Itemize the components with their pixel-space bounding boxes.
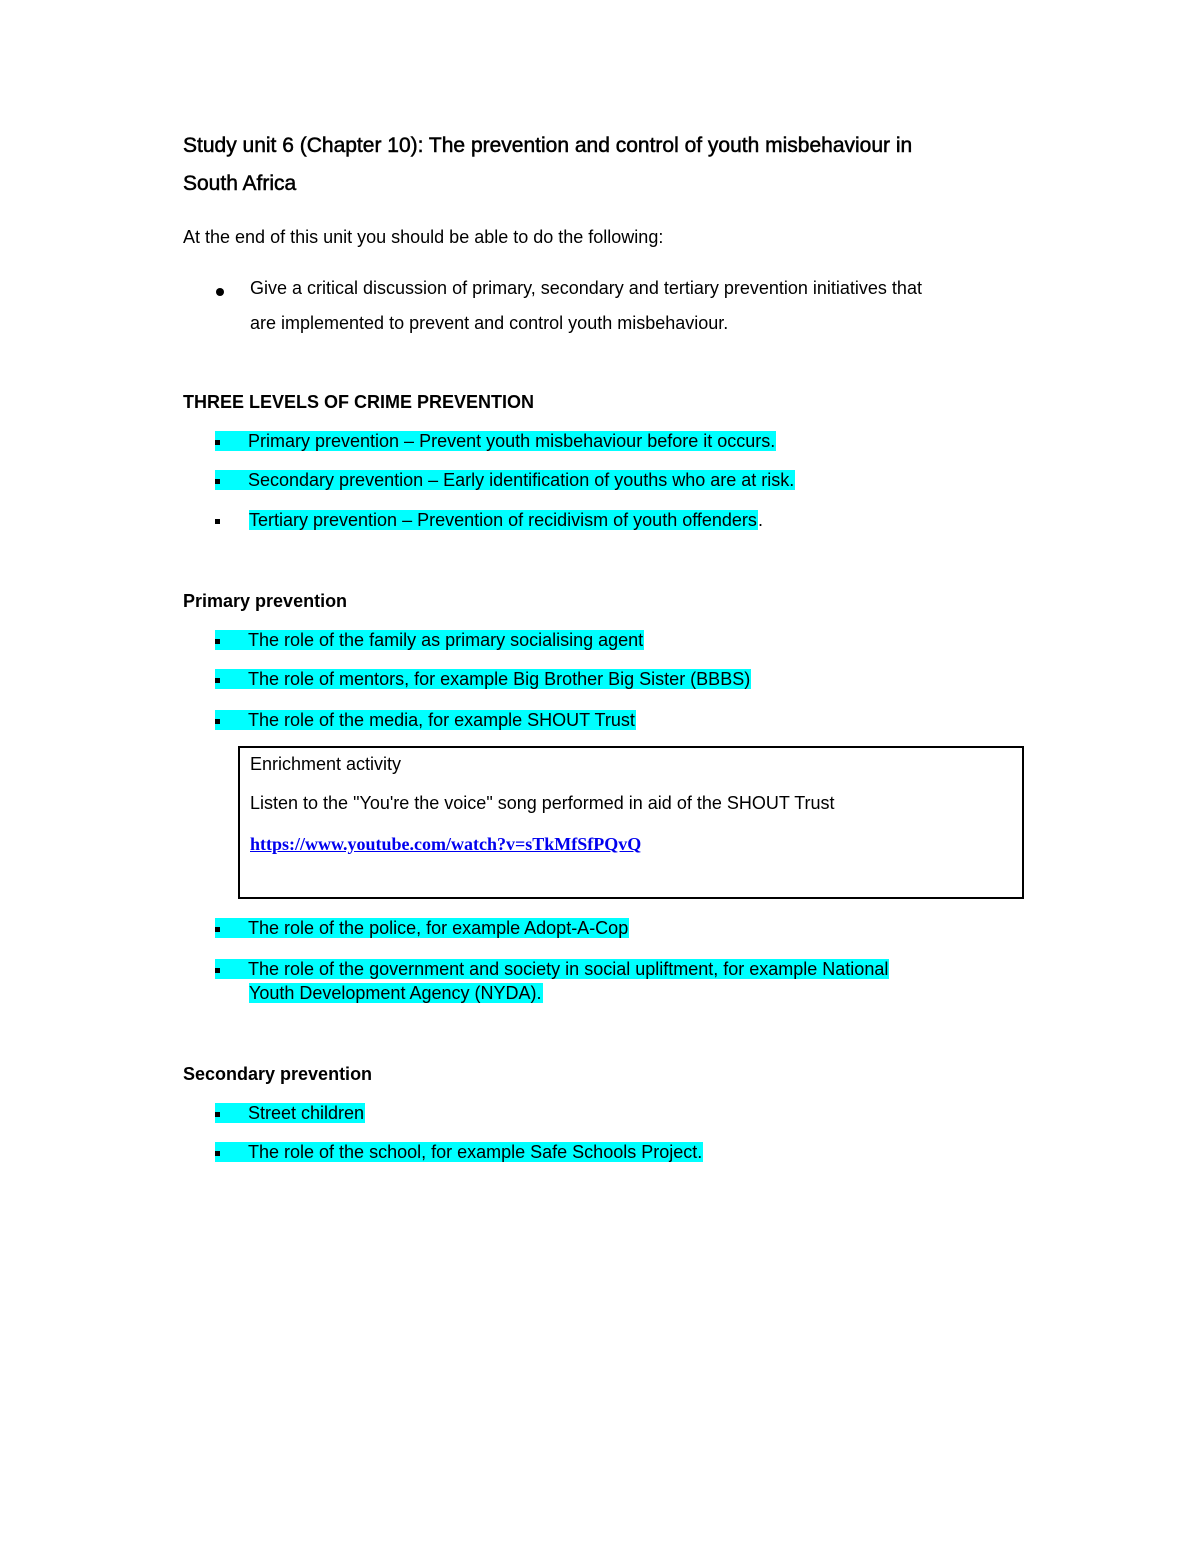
enrichment-text: Listen to the "You're the voice" song performed in aid of the SHOUT Trust bbox=[250, 793, 835, 813]
primary-prevention-heading: Primary prevention bbox=[183, 591, 348, 611]
square-bullet-icon bbox=[215, 1112, 220, 1117]
list-item-text: Street children bbox=[248, 1103, 365, 1123]
list-item-text: Primary prevention – Prevent youth misbehaviour before it occurs. bbox=[248, 431, 776, 451]
list-item-text: The role of the government and society in social upliftment, for example National bbox=[248, 959, 889, 979]
list-item-text: The role of the media, for example SHOUT Trust bbox=[248, 710, 635, 730]
square-bullet-icon bbox=[215, 719, 220, 724]
objective-line-2: are implemented to prevent and control youth misbehaviour. bbox=[250, 313, 729, 333]
objective-line-1: Give a critical discussion of primary, secondary and tertiary prevention initiatives that bbox=[250, 278, 922, 298]
youtube-link[interactable]: https://www.youtube.com/watch?v=sTkMfSfPQvQ bbox=[250, 834, 642, 854]
list-item bbox=[215, 628, 644, 652]
enrichment-activity-box bbox=[238, 746, 1024, 899]
list-item-text: Tertiary prevention – Prevention of recidivism of youth offenders bbox=[249, 510, 757, 530]
enrichment-title: Enrichment activity bbox=[250, 754, 402, 774]
list-item-text: The role of the school, for example Safe Schools Project. bbox=[248, 1142, 703, 1162]
intro-text: At the end of this unit you should be able to do the following: bbox=[183, 227, 664, 247]
list-item bbox=[215, 468, 795, 492]
list-item bbox=[215, 1140, 703, 1164]
list-item bbox=[215, 957, 889, 981]
square-bullet-icon bbox=[215, 968, 220, 973]
list-item bbox=[215, 916, 629, 940]
square-bullet-icon bbox=[215, 1151, 220, 1156]
list-item bbox=[215, 429, 776, 453]
list-item-text: Secondary prevention – Early identification of youths who are at risk. bbox=[248, 470, 795, 490]
page-title-line-1: Study unit 6 (Chapter 10): The prevention and control of youth misbehaviour in bbox=[183, 134, 913, 157]
list-item-text: Youth Development Agency (NYDA). bbox=[249, 983, 542, 1003]
square-bullet-icon bbox=[215, 479, 220, 484]
square-bullet-icon bbox=[215, 639, 220, 644]
list-item-text: The role of the police, for example Adopt-A-Cop bbox=[248, 918, 629, 938]
list-item bbox=[215, 667, 751, 691]
square-bullet-icon bbox=[215, 678, 220, 683]
list-item-continuation bbox=[249, 981, 543, 1005]
list-item-text: The role of the family as primary socialising agent bbox=[248, 630, 644, 650]
list-item bbox=[215, 1101, 365, 1125]
three-levels-heading: THREE LEVELS OF CRIME PREVENTION bbox=[183, 392, 535, 412]
list-item bbox=[215, 708, 636, 732]
list-item-text: The role of mentors, for example Big Brother Big Sister (BBBS) bbox=[248, 669, 751, 689]
square-bullet-icon bbox=[215, 927, 220, 932]
round-bullet-icon bbox=[216, 283, 224, 301]
secondary-prevention-heading: Secondary prevention bbox=[183, 1064, 373, 1084]
page-title-line-2: South Africa bbox=[183, 172, 297, 195]
square-bullet-icon bbox=[215, 440, 220, 445]
list-item-trailing: . bbox=[757, 510, 763, 530]
list-item bbox=[215, 508, 763, 532]
square-bullet-icon bbox=[215, 519, 220, 524]
